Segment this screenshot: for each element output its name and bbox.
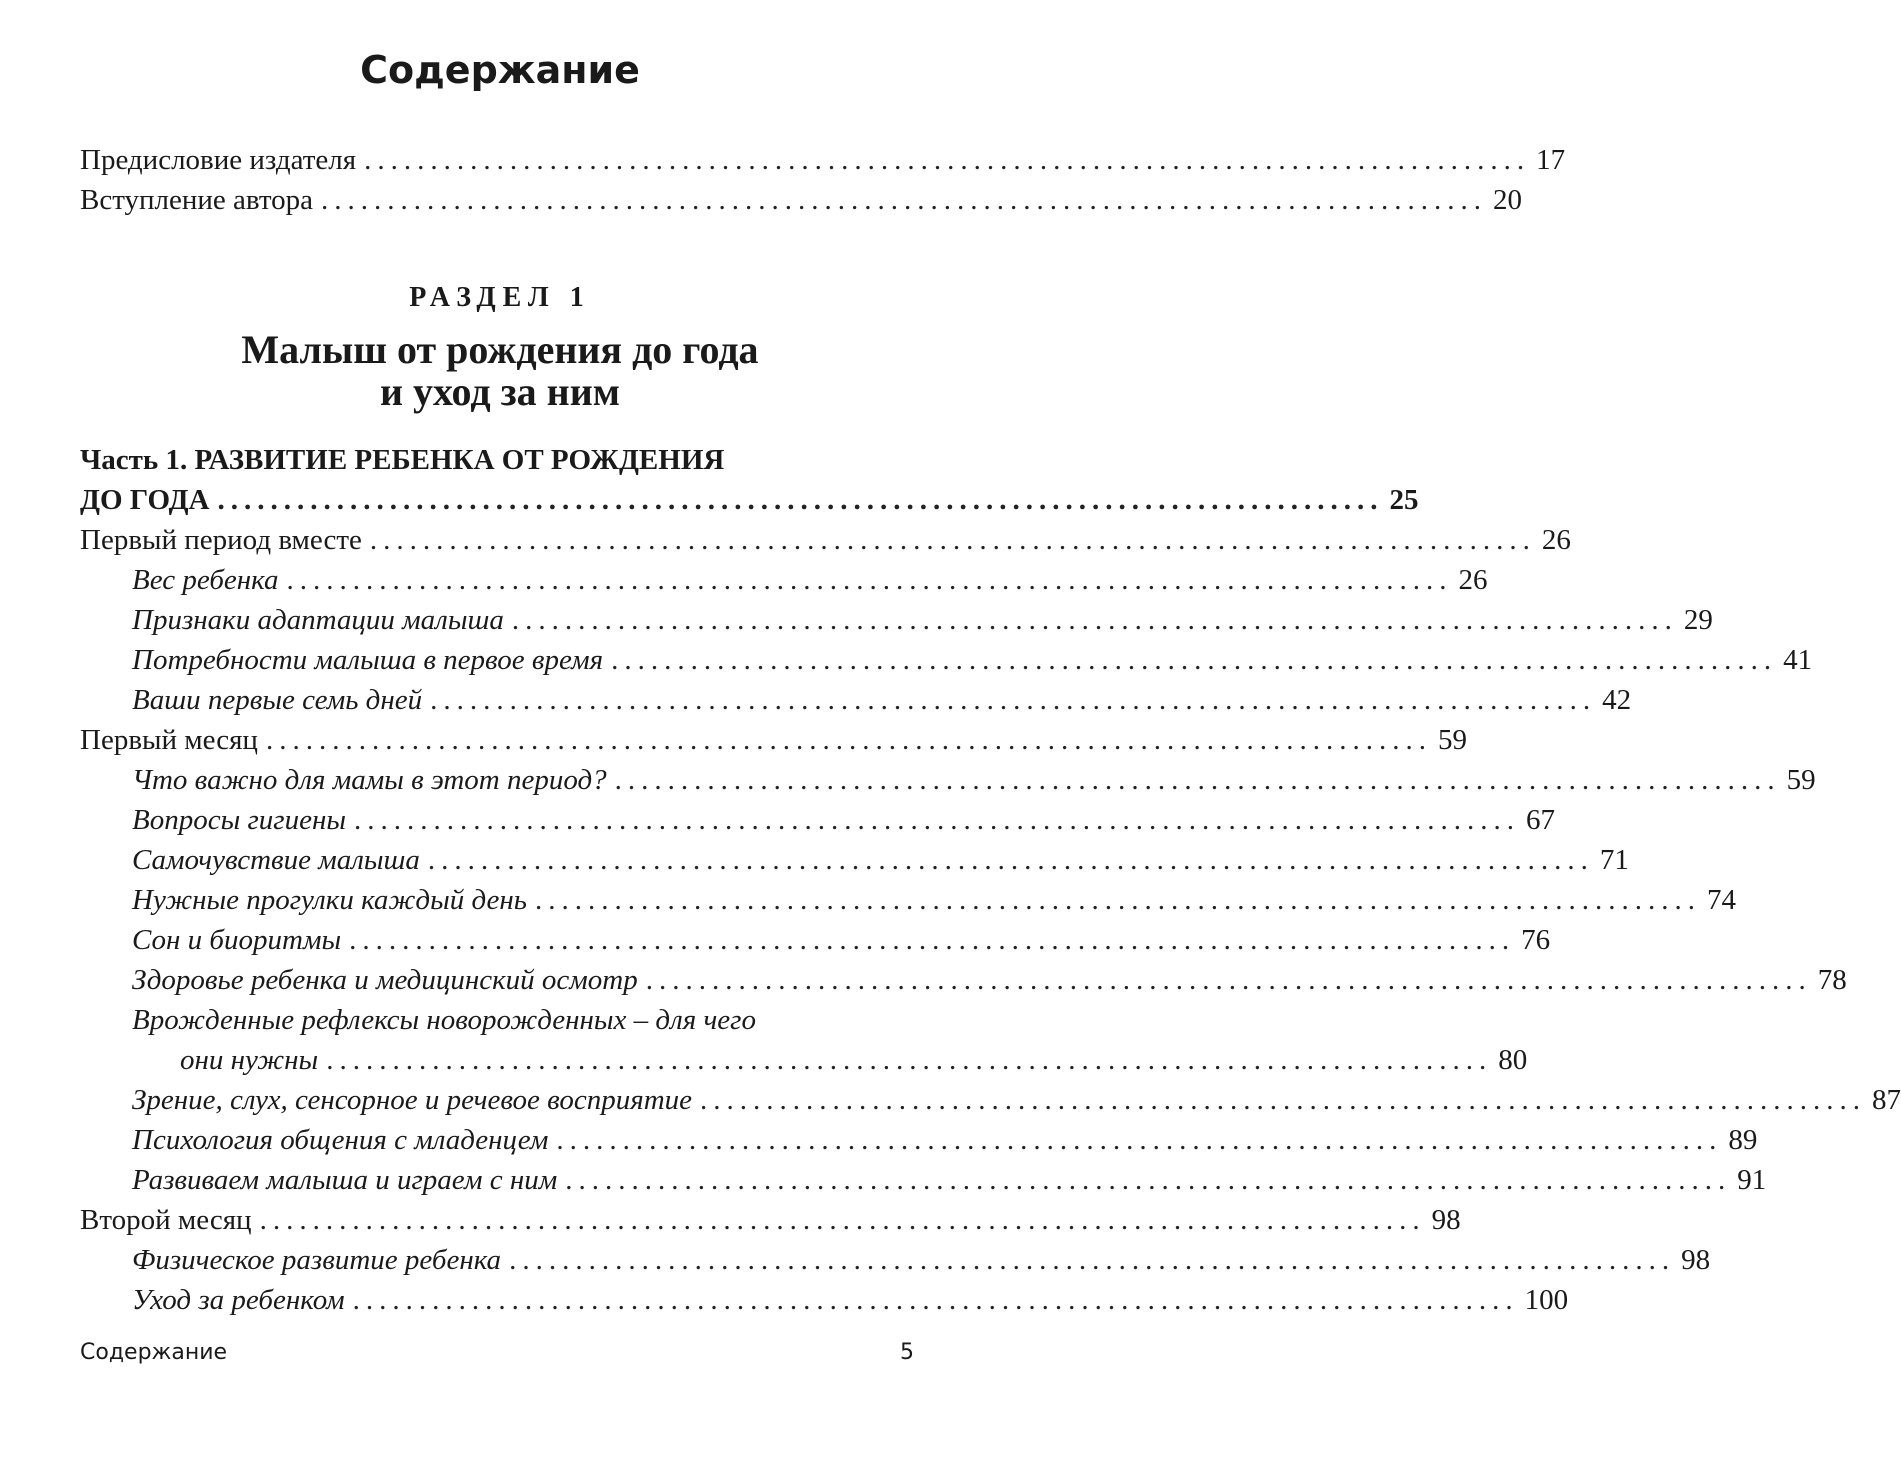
toc-entry-label: ДО ГОДА xyxy=(80,484,210,516)
toc-entry-page: 42 xyxy=(1602,684,1632,716)
dot-leader: ........................................................................................ xyxy=(321,184,1488,216)
toc-entry-subsection xyxy=(132,760,1816,800)
dot-leader: ........................................................................................ xyxy=(354,804,1521,836)
toc-entry-page: 98 xyxy=(1681,1244,1711,1276)
toc-entry-label: Сон и биоритмы xyxy=(132,924,342,956)
dot-leader: ........................................................................................ xyxy=(326,1044,1493,1076)
page-title: Содержание xyxy=(360,48,640,92)
toc-entry-label: Первый месяц xyxy=(80,724,258,756)
toc-entry-subsection xyxy=(132,840,1629,880)
section-title-line1: Малыш от рождения до года xyxy=(241,327,759,372)
dot-leader: ........................................................................................ xyxy=(511,604,1678,636)
dot-leader: ........................................................................................ xyxy=(259,1204,1426,1236)
dot-leader: ........................................................................................ xyxy=(369,524,1536,556)
toc-entry-page: 59 xyxy=(1437,724,1467,756)
toc-entry-part xyxy=(80,480,1419,520)
toc-entry-label: Ваши первые семь дней xyxy=(132,684,423,716)
toc-entry-label: Предисловие издателя xyxy=(80,144,357,176)
toc-entry-page: 26 xyxy=(1458,564,1488,596)
dot-leader: ........................................................................................ xyxy=(349,924,1516,956)
dot-leader: ........................................................................................ xyxy=(286,564,1453,596)
dot-leader: ........................................................................................ xyxy=(217,484,1384,516)
toc-entry-page: 26 xyxy=(1541,524,1571,556)
dot-leader: ........................................................................................ xyxy=(611,644,1778,676)
toc-entry-page: 71 xyxy=(1599,844,1629,876)
toc-entry-label: Здоровье ребенка и медицинский осмотр xyxy=(132,964,638,996)
toc-entry-page: 41 xyxy=(1783,644,1813,676)
toc-entry-label: Нужные прогулки каждый день xyxy=(132,884,527,916)
part-title-line1: Часть 1. РАЗВИТИЕ РЕБЕНКА ОТ РОЖДЕНИЯ xyxy=(80,444,725,476)
toc-entry-label: Вопросы гигиены xyxy=(132,804,347,836)
toc-entry-page: 80 xyxy=(1498,1044,1528,1076)
toc-entry-subsection xyxy=(132,1280,1569,1320)
toc-entry-page: 76 xyxy=(1521,924,1551,956)
toc-entry-page: 87 xyxy=(1872,1084,1901,1116)
toc-entry-subsection xyxy=(132,1080,1901,1120)
toc-entry-label: Вес ребенка xyxy=(132,564,279,596)
toc-entry-subsection xyxy=(132,600,1713,640)
toc-entry-page: 78 xyxy=(1817,964,1847,996)
toc-entry-subsection xyxy=(132,680,1632,720)
dot-leader: ........................................................................................ xyxy=(509,1244,1676,1276)
dot-leader: ........................................................................................ xyxy=(614,764,1781,796)
toc-entry-label: Развиваем малыша и играем с ним xyxy=(132,1164,558,1196)
dot-leader: ........................................................................................ xyxy=(430,684,1597,716)
toc-entry-subsection xyxy=(132,880,1736,920)
running-footer-title: Содержание xyxy=(80,1340,228,1365)
toc-entry-subsection xyxy=(132,560,1488,600)
toc-entry-subsection xyxy=(132,920,1551,960)
toc-entry-preface xyxy=(80,140,1566,180)
toc-entry-introduction xyxy=(80,180,1523,220)
toc-entry-label: Психология общения с младенцем xyxy=(132,1124,549,1156)
dot-leader: ........................................................................................ xyxy=(645,964,1812,996)
toc-entry-subsection xyxy=(132,1120,1758,1160)
dot-leader: ........................................................................................ xyxy=(556,1124,1723,1156)
toc-entry-label: Вступление автора xyxy=(80,184,314,216)
page-number: 5 xyxy=(900,1340,914,1365)
dot-leader: ........................................................................................ xyxy=(700,1084,1867,1116)
toc-entry-page: 89 xyxy=(1728,1124,1758,1156)
toc-entry-label: Что важно для мамы в этот период? xyxy=(132,764,607,796)
toc-entry-page: 29 xyxy=(1683,604,1713,636)
toc-entry-page: 67 xyxy=(1526,804,1556,836)
toc-entry-label: Потребности малыша в первое время xyxy=(132,644,604,676)
toc-entry-page: 25 xyxy=(1389,484,1419,516)
dot-leader: ........................................................................................ xyxy=(265,724,1432,756)
toc-entry-page: 98 xyxy=(1431,1204,1461,1236)
dot-leader: ........................................................................................ xyxy=(427,844,1594,876)
toc-entry-label: Первый период вместе xyxy=(80,524,362,556)
toc-entry-label: Уход за ребенком xyxy=(132,1284,345,1316)
dot-leader: ........................................................................................ xyxy=(565,1164,1732,1196)
toc-entry-subsection xyxy=(132,960,1847,1000)
toc-entry-subsection xyxy=(132,1160,1767,1200)
toc-entry-page: 74 xyxy=(1706,884,1736,916)
toc-entry-chapter xyxy=(80,720,1467,760)
dot-leader: ........................................................................................ xyxy=(534,884,1701,916)
toc-entry-label: Физическое развитие ребенка xyxy=(132,1244,502,1276)
dot-leader: ........................................................................................ xyxy=(364,144,1531,176)
toc-entry-subsection xyxy=(132,640,1813,680)
toc-entry-label: Признаки адаптации малыша xyxy=(132,604,504,636)
toc-entry-label: они нужны xyxy=(180,1044,319,1076)
section-title-line2: и уход за ним xyxy=(379,369,621,414)
toc-entry-subsection-wrapped: Врожденные рефлексы новорожденных – для чего xyxy=(132,1004,756,1036)
section-label: РАЗДЕЛ 1 xyxy=(409,282,591,313)
toc-entry-page: 91 xyxy=(1737,1164,1767,1196)
toc-entry-page: 59 xyxy=(1786,764,1816,796)
toc-entry-page: 17 xyxy=(1536,144,1566,176)
toc-entry-page: 100 xyxy=(1524,1284,1569,1316)
toc-entry-label: Второй месяц xyxy=(80,1204,252,1236)
toc-entry-label: Зрение, слух, сенсорное и речевое восприятие xyxy=(132,1084,693,1116)
toc-entry-subsection xyxy=(132,800,1556,840)
toc-entry-page: 20 xyxy=(1493,184,1523,216)
toc-entry-subsection-continued xyxy=(180,1040,1528,1080)
dot-leader: ........................................................................................ xyxy=(352,1284,1519,1316)
toc-entry-label: Самочувствие малыша xyxy=(132,844,420,876)
toc-entry-subsection xyxy=(132,1240,1711,1280)
toc-entry-chapter xyxy=(80,1200,1461,1240)
toc-entry-chapter xyxy=(80,520,1571,560)
